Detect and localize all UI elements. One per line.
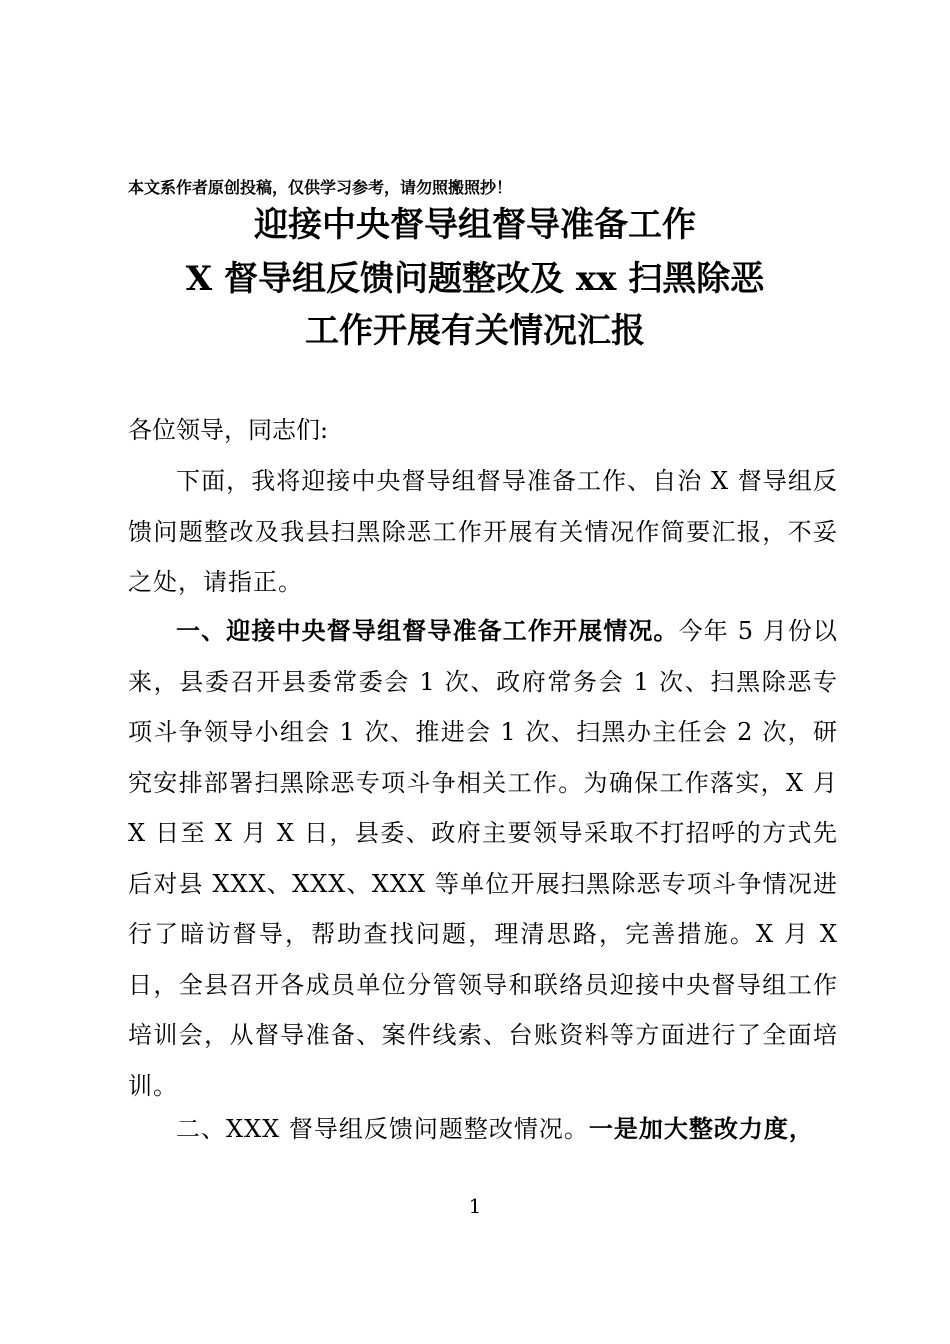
- section-2-paragraph: [128, 1104, 838, 1155]
- intro-paragraph: 下面，我将迎接中央督导组督导准备工作、自治 X 督导组反馈问题整改及我县扫黑除恶工作开展有关情况作简要汇报，不妥之处，请指正。: [128, 467, 838, 596]
- title-line-3: 工作开展有关情况汇报: [305, 311, 645, 351]
- section-1-paragraph: [128, 606, 838, 1111]
- section-2-body: 一是加大整改力度，: [588, 1114, 814, 1143]
- section-1-body: 今年 5 月份以来，县委召开县委常委会 1 次、政府常务会 1 次、扫黑除恶专项斗争领导小组会 1 次、推进会 1 次、扫黑办主任会 2 次，研究安排部署扫黑除恶专项斗争相关工作。为确保工作落实，X 月 X 日至 X 月 X 日，县委、政府主要领导采取不打招呼的方式先后对县 XXX、XXX、XXX 等单位开展扫黑除恶专项斗争情况进行了暗访督导，帮助查找问题，理清思路，完善措施。X 月 X 日，全县召开各成员单位分管领导和联络员迎接中央督导组工作培训会，从督导准备、案件线索、台账资料等方面进行了全面培训。: [128, 617, 838, 1100]
- title-line-1: 迎接中央督导组督导准备工作: [254, 205, 696, 245]
- page-number: 1: [468, 1194, 482, 1218]
- section-2-heading: 二、XXX 督导组反馈问题整改情况。: [176, 1115, 589, 1143]
- section-1-heading: 一、迎接中央督导组督导准备工作开展情况。: [176, 616, 679, 645]
- copyright-notice: 本文系作者原创投稿，仅供学习参考，请勿照搬照抄！: [128, 178, 513, 197]
- salutation: 各位领导，同志们:: [128, 416, 329, 444]
- title-line-2: X 督导组反馈问题整改及 xx 扫黑除恶: [185, 259, 765, 299]
